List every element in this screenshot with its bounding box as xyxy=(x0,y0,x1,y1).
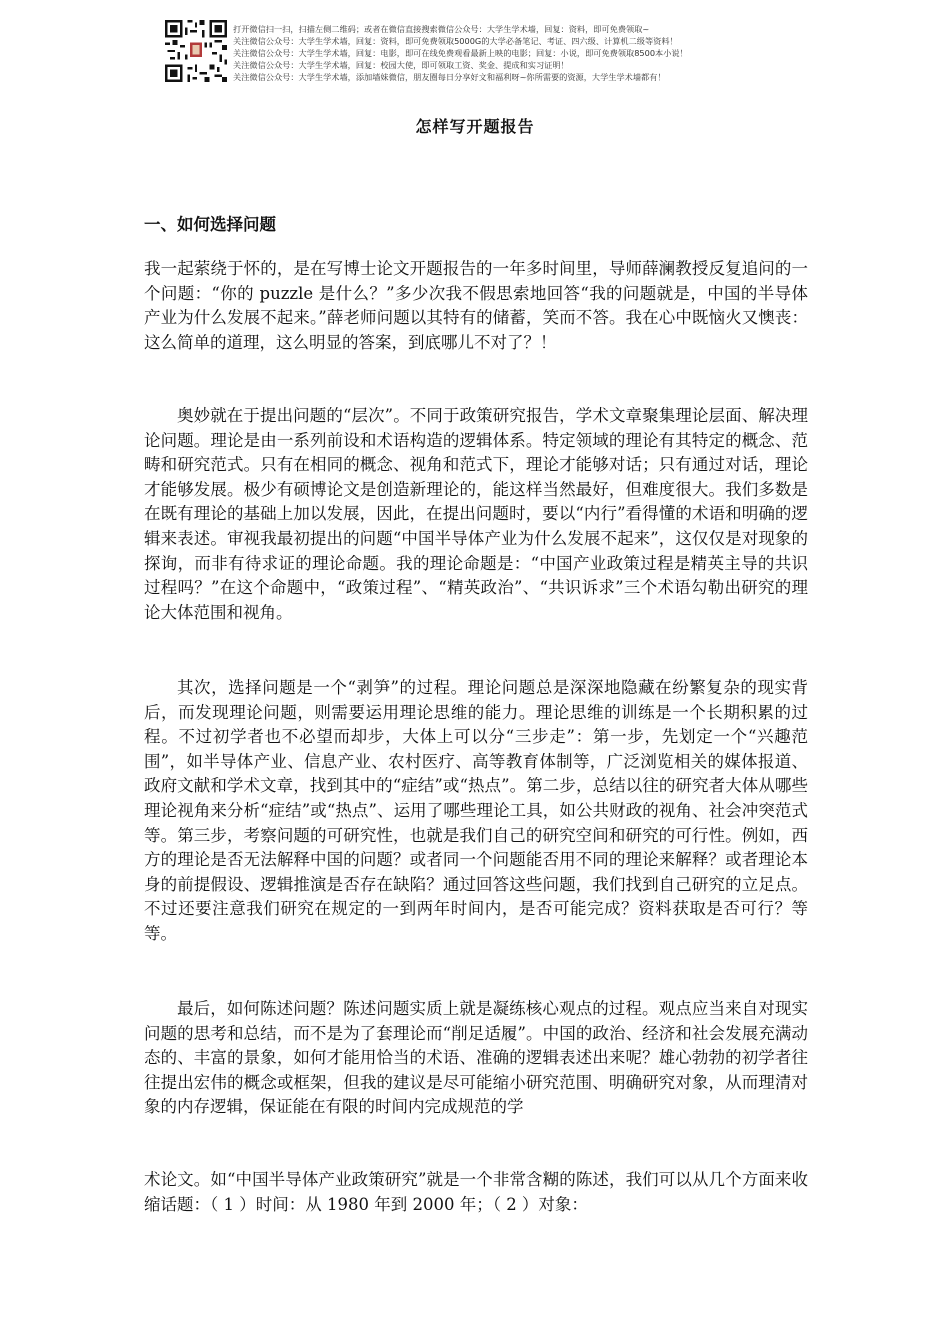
paragraph-4: 最后，如何陈述问题？陈述问题实质上就是凝练核心观点的过程。观点应当来自对现实问题的思考和总结，而不是为了套理论而“削足适履”。中国的政治、经济和社会发展充满动态的、丰富的景象，如何才能用恰当的术语、准确的逻辑表述出来呢？雄心勃勃的初学者往往提出宏伟的概念或框架，但我的建议是尽可能缩小研究范围、明确研究对象，从而理清对象的内存逻辑，保证能在有限的时间内完成规范的学 xyxy=(144,999,808,1117)
banner-line: 打开微信扫一扫，扫描左侧二维码；或者在微信直接搜索微信公众号：大学生学术墙，回复：资料，即可免费领取~ xyxy=(233,24,650,34)
paragraph-5: 术论文。如“中国半导体产业政策研究”就是一个非常含糊的陈述，我们可以从几个方面来收缩话题：（ 1 ）时间：从 1980 年到 2000 年；（ 2 ）对象： xyxy=(144,1170,808,1214)
paragraph-3: 其次，选择问题是一个“剥笋”的过程。理论问题总是深深地隐藏在纷繁复杂的现实背后，而发现理论问题，则需要运用理论思维的能力。理论思维的训练是一个长期积累的过程。不过初学者也不必望而却步，大体上可以分“三步走”：第一步，先划定一个“兴趣范围”，如半导体产业、信息产业、农村医疗、高等教育体制等，广泛浏览相关的媒体报道、政府文献和学术文章，找到其中的“症结”或“热点”。第二步，总结以往的研究者大体从哪些理论视角来分析“症结”或“热点”、运用了哪些理论工具，如公共财政的视角、社会冲突范式等。第三步，考察问题的可研究性，也就是我们自己的研究空间和研究的可行性。例如，西方的理论是否无法解释中国的问题？或者同一个问题能否用不同的理论来解释？或者理论本身的前提假设、逻辑推演是否存在缺陷？通过回答这些问题，我们找到自己研究的立足点。不过还要注意我们研究在规定的一到两年时间内，是否可能完成？资料获取是否可行？等等。 xyxy=(144,678,808,943)
banner-text xyxy=(233,23,793,83)
banner-line: 关注微信公众号：大学生学术墙，添加墙妹微信，朋友圈每日分享好文和福利呀~你所需要的资源，大学生学术墙都有！ xyxy=(233,72,666,82)
document-title: 怎样写开题报告 xyxy=(415,117,535,136)
banner-line: 关注微信公众号：大学生学术墙，回复：电影，即可在线免费观看最新上映的电影；回复：小说，即可免费领取8500本小说！ xyxy=(233,48,688,58)
banner-line: 关注微信公众号：大学生学术墙，回复：校园大使，即可领取工资、奖金、提成和实习证明！ xyxy=(233,60,569,70)
section-heading: 一、如何选择问题 xyxy=(144,215,276,234)
paragraph-1: 我一起萦绕于怀的，是在写博士论文开题报告的一年多时间里，导师薛澜教授反复追问的一个问题：“你的 puzzle 是什么？”多少次我不假思索地回答“我的问题就是，中国的半导体产业为什么发展不起来。”薛老师问题以其特有的储蓄，笑而不答。我在心中既恼火又懊丧：这么简单的道理，这么明显的答案，到底哪儿不对了？！ xyxy=(144,259,808,352)
paragraph-2: 奥妙就在于提出问题的“层次”。不同于政策研究报告，学术文章聚集理论层面、解决理论问题。理论是由一系列前设和术语构造的逻辑体系。特定领域的理论有其特定的概念、范畴和研究范式。只有在相同的概念、视角和范式下，理论才能够对话；只有通过对话，理论才能够发展。极少有硕博论文是创造新理论的，能这样当然最好，但难度很大。我们多数是在既有理论的基础上加以发展，因此，在提出问题时，要以“内行”看得懂的术语和明确的逻辑来表述。审视我最初提出的问题“中国半导体产业为什么发展不起来”，这仅仅是对现象的探询，而非有待求证的理论命题。我的理论命题是：“中国产业政策过程是精英主导的共识过程吗？”在这个命题中，“政策过程”、“精英政治”、“共识诉求”三个术语勾勒出研究的理论大体范围和视角。 xyxy=(144,406,808,622)
banner-line: 关注微信公众号：大学生学术墙，回复：资料，即可免费领取5000G的大学必备笔记、考证、四六级、计算机二级等资料！ xyxy=(233,36,678,46)
wechat-banner xyxy=(165,20,785,86)
qr-code-icon[interactable] xyxy=(165,20,227,82)
